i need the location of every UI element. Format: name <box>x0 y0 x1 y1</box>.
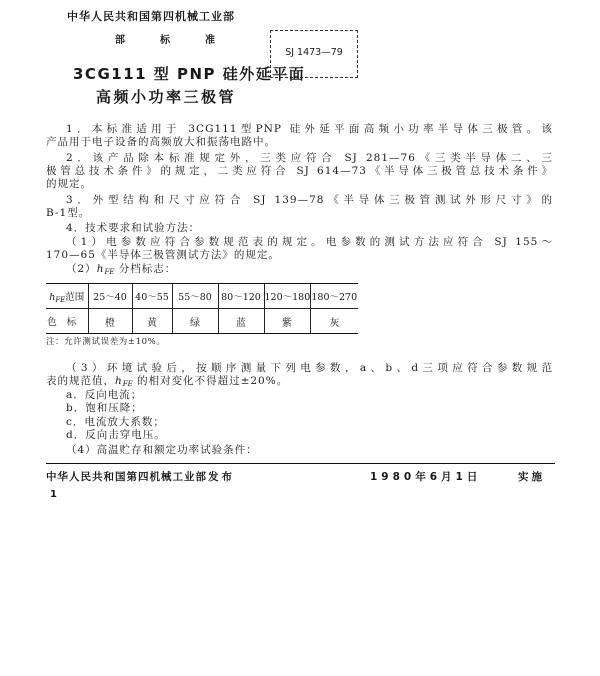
clause-3-line-2: B-1型。 <box>46 207 91 219</box>
table-cell: 紫 <box>264 309 310 334</box>
title-line-2: 高频小功率三极管 <box>96 88 237 106</box>
footer-issuer: 中华人民共和国第四机械工业部 <box>46 471 207 483</box>
clause-4-item-1-line-1: （1）电参数应符合参数规范表的规定。电参数的测试方法应符合 SJ 155～ <box>66 236 553 248</box>
table-cell: 80～120 <box>218 284 264 309</box>
clause-1-line-1: 1．本标准适用于 3CG111型PNP 硅外延平面高频小功率半导体三极管。该 <box>66 123 553 135</box>
table-cell: 橙 <box>88 309 132 334</box>
footer-effective-label: 实施 <box>518 471 545 483</box>
item-2-suffix: 分档标志： <box>114 263 177 275</box>
title-line-1: 3CG111 型 PNP 硅外延平面 <box>73 65 306 83</box>
clause-3-line-1: 3．外型结构和尺寸应符合 SJ 139—78《半导体三极管测试外形尺寸》的 <box>66 194 553 206</box>
hfe-grading-table <box>46 283 358 334</box>
footer-divider <box>46 463 555 464</box>
clause-4-item-3-line-1: （3）环境试验后，按顺序测量下列电参数，a、b、d三项应符合参数规范 <box>66 362 553 374</box>
footer-date: 1980年6月1日 <box>370 471 482 483</box>
table-cell: 25～40 <box>88 284 132 309</box>
table-cell: 40～55 <box>132 284 172 309</box>
hfe-symbol: $h_{FE}$ <box>96 263 115 276</box>
table-row-hfe-range <box>46 284 358 309</box>
sub-item-d: d．反向击穿电压。 <box>66 429 166 441</box>
clause-2-line-2: 极管总技术条件》的规定，二类应符合 SJ 614—73《半导体三极管总技术条件》 <box>46 165 553 177</box>
table-cell: 黄 <box>132 309 172 334</box>
sub-item-a: a．反向电流； <box>66 389 143 401</box>
table-cell: 绿 <box>172 309 218 334</box>
clause-4-heading: 4．技术要求和试验方法： <box>66 222 201 234</box>
clause-2-line-1: 2．该产品除本标准规定外，三类应符合 SJ 281—76《三类半导体二、三 <box>66 152 553 164</box>
clause-4-item-3-line-2: 表的规范值，$h_{FE}$ 的相对变化不得超过±20%。 <box>46 375 289 388</box>
footer-issue-label: 发布 <box>208 471 235 483</box>
standard-number: SJ 1473—79 <box>285 47 343 58</box>
clause-4-item-1-line-2: 170—65《半导体三极管测试方法》的规定。 <box>46 249 280 261</box>
item-2-prefix: （2） <box>66 263 97 275</box>
table-header-color-code: 色标 <box>46 309 88 334</box>
table-cell: 120～180 <box>264 284 310 309</box>
table-cell: 55～80 <box>172 284 218 309</box>
sub-item-c: c．电流放大系数； <box>66 416 165 428</box>
table-note: 注：允许测试误差为±10%。 <box>46 337 166 347</box>
ministry-name: 中华人民共和国第四机械工业部 <box>67 10 235 23</box>
table-row-color-code <box>46 309 358 334</box>
table-cell: 灰 <box>310 309 358 334</box>
clause-2-line-3: 的规定。 <box>46 178 92 190</box>
hfe-symbol: $h_{FE}$ <box>115 375 133 388</box>
table-cell: 180～270 <box>310 284 358 309</box>
clause-4-item-2 <box>66 262 176 276</box>
clause-4-item-4: （4）高温贮存和额定功率试验条件： <box>66 444 258 456</box>
page-number: 1 <box>50 489 57 500</box>
clause-1-line-2: 产品用于电子设备的高频放大和振荡电路中。 <box>46 136 276 148</box>
standard-type: 部标准 <box>115 35 250 46</box>
sub-item-b: b．饱和压降； <box>66 402 143 414</box>
table-cell: 蓝 <box>218 309 264 334</box>
table-header-hfe-range: $h_{FE}$范围 <box>46 284 88 309</box>
